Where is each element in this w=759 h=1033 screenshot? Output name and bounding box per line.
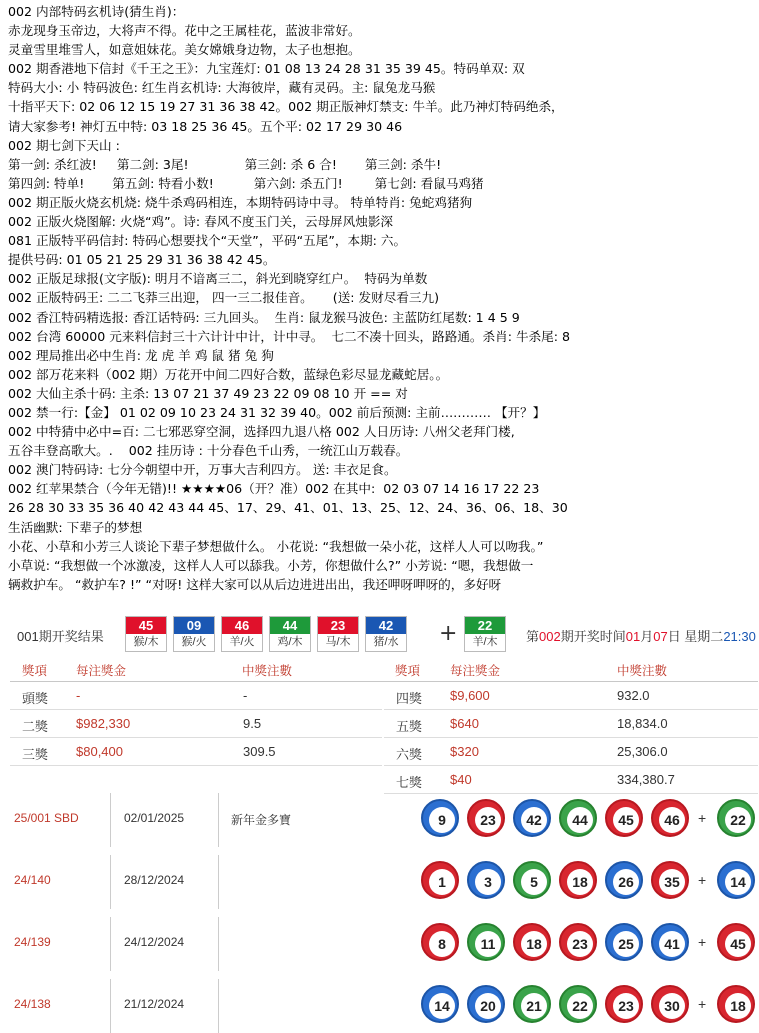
lottery-ball-number: 45 [613, 807, 639, 833]
draw-result-bar [0, 616, 759, 654]
draw-ball-number: 09 [174, 617, 214, 634]
next-draw-month-unit: 月 [640, 629, 654, 644]
next-draw-mid: 期开奖时间 [560, 629, 626, 644]
text-line: 第四剑: 特单! 第五剑: 特看小数! 第六剑: 杀五门! 第七剑: 看鼠马鸡猪 [8, 175, 484, 191]
prize-amount: $9,600 [450, 688, 490, 703]
text-line: 002 期香港地下信封《千王之王》：九宝莲灯: 01 08 13 24 28 31 35 39 45。特码单双: 双 [8, 61, 525, 77]
lottery-ball-number: 21 [521, 993, 547, 1019]
prize-count: 932.0 [617, 688, 650, 703]
special-ball [717, 985, 755, 1023]
text-line: 生活幽默: 下辈子的梦想 [8, 519, 143, 535]
result-desc: 新年金多寶 [231, 813, 292, 827]
result-row [0, 917, 759, 971]
lottery-ball-number: 11 [475, 931, 501, 957]
lottery-ball [513, 861, 551, 899]
draw-ball-zodiac: 猪/水 [366, 634, 406, 651]
result-row [0, 855, 759, 909]
text-line: 002 理局推出必中生肖: 龙 虎 羊 鸡 鼠 猪 兔 狗 [8, 347, 274, 363]
lottery-ball-number: 44 [567, 807, 593, 833]
lottery-ball [421, 985, 459, 1023]
lottery-ball-number: 18 [567, 869, 593, 895]
prize-row [384, 710, 758, 738]
lottery-ball [651, 985, 689, 1023]
special-ball-number: 14 [725, 869, 751, 895]
draw-ball-zodiac: 猴/木 [126, 634, 166, 651]
lottery-ball [513, 923, 551, 961]
prize-table [10, 655, 758, 792]
lottery-ball-number: 8 [429, 931, 455, 957]
result-row [0, 793, 759, 847]
lottery-ball [605, 799, 643, 837]
result-date: 24/12/2024 [124, 935, 185, 949]
lottery-ball-number: 3 [475, 869, 501, 895]
header-prize-right: 獎項 [395, 664, 421, 678]
header-prize: 獎項 [22, 664, 48, 678]
draw-ball [125, 616, 167, 652]
result-row [0, 979, 759, 1033]
lottery-ball [605, 861, 643, 899]
draw-label: 001期开奖结果 [17, 629, 104, 644]
special-ball-zodiac: 羊/木 [465, 634, 505, 651]
text-line: 081 正版特平码信封: 特码心想要找个“天堂”，平码“五尾”，本期: 六。 [8, 233, 407, 249]
draw-ball-zodiac: 羊/火 [222, 634, 262, 651]
next-draw-period: 002 [539, 629, 561, 644]
lottery-ball [651, 923, 689, 961]
column-divider [110, 793, 111, 847]
prize-count: 309.5 [243, 744, 276, 759]
text-line: 26 28 30 33 35 36 40 42 43 44 45、17、29、41、01、13、25、12、24、36、06、18、30 [8, 500, 568, 516]
text-line: 002 红苹果禁合（今年无错)!! ★★★★06（开？准）002 在其中: 02 03 07 14 16 17 22 23 [8, 481, 540, 497]
text-line: 十指平天下: 02 06 12 15 19 27 31 36 38 42。002 期正版神灯禁支: 牛羊。此乃神灯特码绝杀， [8, 99, 564, 115]
special-ball-number: 22 [465, 617, 505, 634]
text-line: 特码大小: 小 特码波色: 红生肖玄机诗: 大海彼岸，藏有灵码。主: 鼠兔龙马猴 [8, 80, 436, 96]
result-code: 24/139 [14, 935, 51, 949]
prize-name: 二獎 [22, 719, 49, 734]
prize-row [384, 682, 758, 710]
draw-ball [365, 616, 407, 652]
lottery-ball [559, 799, 597, 837]
lottery-ball [467, 799, 505, 837]
plus-sign: + [698, 810, 707, 826]
lottery-ball [513, 799, 551, 837]
draw-ball-zodiac: 猴/火 [174, 634, 214, 651]
column-divider [218, 793, 219, 847]
plus-sign: + [698, 996, 707, 1012]
lottery-ball-number: 23 [567, 931, 593, 957]
prize-row [384, 766, 758, 794]
lottery-ball [559, 861, 597, 899]
prize-amount: $982,330 [76, 716, 131, 731]
draw-ball-zodiac: 马/木 [318, 634, 358, 651]
result-code: 24/138 [14, 997, 51, 1011]
text-line: 002 正版足球报(文字版): 明月不谙离三二，斜光到晓穿红户。 特码为单数 [8, 271, 428, 287]
result-date: 28/12/2024 [124, 873, 185, 887]
lottery-ball [467, 923, 505, 961]
text-line: 002 内部特码玄机诗(猜生肖)： [8, 4, 185, 19]
header-amount: 每注獎金 [76, 664, 127, 678]
column-divider [110, 917, 111, 971]
column-divider [218, 855, 219, 909]
prize-amount: - [76, 688, 81, 703]
lottery-ball [605, 985, 643, 1023]
text-line: 002 期正版火烧玄机烧: 烧牛杀鸡码相连，本期特码诗中寻。 特单特肖: 兔蛇鸡猪狗 [8, 194, 473, 210]
plus-sign: + [698, 934, 707, 950]
next-draw-day: 07 [653, 629, 668, 644]
prize-row [10, 738, 382, 766]
prize-amount: $320 [450, 744, 479, 759]
lottery-ball [421, 923, 459, 961]
result-code: 25/001 SBD [14, 811, 79, 825]
lottery-ball-number: 14 [429, 993, 455, 1019]
lottery-ball [421, 861, 459, 899]
lottery-ball-number: 5 [521, 869, 547, 895]
lottery-ball-number: 18 [521, 931, 547, 957]
text-line: 002 中特猜中必中=百: 二七邪恶穿空洞，选择四九退八格 002 人日历诗: 八州父老拜门楼, [8, 424, 515, 440]
prize-name: 頭獎 [22, 691, 49, 706]
text-line: 002 期七剑下天山 : [8, 137, 120, 153]
lottery-ball-number: 20 [475, 993, 501, 1019]
lottery-ball [421, 799, 459, 837]
column-divider [218, 917, 219, 971]
draw-ball [317, 616, 359, 652]
prize-amount: $640 [450, 716, 479, 731]
next-draw-day-unit: 日 星期二 [667, 629, 724, 644]
prize-name: 六獎 [396, 747, 423, 762]
result-code: 24/140 [14, 873, 51, 887]
draw-ball-number: 44 [270, 617, 310, 634]
next-draw-month: 01 [625, 629, 641, 644]
special-ball [717, 799, 755, 837]
lottery-ball [651, 861, 689, 899]
draw-ball [173, 616, 215, 652]
next-draw-time: 21:30 [723, 629, 756, 644]
prize-name: 四獎 [396, 691, 423, 706]
text-line: 五谷丰登高歌大。. 002 挂历诗 : 十分春色千山秀，一统江山万载春。 [8, 443, 409, 459]
special-ball [717, 861, 755, 899]
draw-ball-number: 45 [126, 617, 166, 634]
lottery-ball-number: 35 [659, 869, 685, 895]
prize-table-header [10, 655, 758, 682]
lottery-ball-number: 23 [475, 807, 501, 833]
prize-count: 25,306.0 [617, 744, 668, 759]
lottery-ball-number: 25 [613, 931, 639, 957]
lottery-ball-number: 30 [659, 993, 685, 1019]
prize-count: 18,834.0 [617, 716, 668, 731]
text-line: 002 正版火烧图解: 火烧“鸡”。诗: 春风不度玉门关，云母屏风烛影深 [8, 214, 394, 230]
prize-name: 五獎 [396, 719, 423, 734]
special-ball-number: 18 [725, 993, 751, 1019]
prize-count: 9.5 [243, 716, 262, 731]
draw-ball-number: 23 [318, 617, 358, 634]
special-ball [717, 923, 755, 961]
lottery-ball [651, 799, 689, 837]
lottery-ball-number: 42 [521, 807, 547, 833]
header-count: 中獎注數 [242, 664, 293, 678]
text-line: 提供号码: 01 05 21 25 29 31 36 38 42 45。 [8, 252, 276, 268]
plus-sign: + [698, 872, 707, 888]
column-divider [110, 855, 111, 909]
lottery-ball-number: 26 [613, 869, 639, 895]
prize-amount: $40 [450, 772, 472, 787]
draw-ball-number: 42 [366, 617, 406, 634]
text-line: 辆救护车。 “救护车? !” “对呀! 这样大家可以从后边进进出出，我还呷呀呷呀的，多好呀 [8, 576, 502, 592]
column-divider [110, 979, 111, 1033]
lottery-ball [467, 985, 505, 1023]
next-draw-info [526, 626, 756, 645]
lottery-ball-number: 46 [659, 807, 685, 833]
lottery-ball-number: 41 [659, 931, 685, 957]
prize-row [10, 682, 382, 710]
lottery-ball [559, 923, 597, 961]
prize-name: 三獎 [22, 747, 49, 762]
draw-ball [269, 616, 311, 652]
header-count-right: 中獎注數 [617, 664, 668, 678]
plus-sign: + [439, 621, 458, 646]
text-line: 002 澳门特码诗: 七分今朝望中开，万事大吉利四方。 送: 丰衣足食。 [8, 462, 397, 478]
prediction-text-block [8, 2, 756, 594]
lottery-ball [513, 985, 551, 1023]
lottery-ball [559, 985, 597, 1023]
prize-count: 334,380.7 [617, 772, 675, 787]
text-line: 002 部万花来料（002 期）万花开中间二四好合数，蓝绿色彩尽显龙藏蛇居。。 [8, 366, 449, 382]
next-draw-prefix: 第 [526, 629, 540, 644]
lottery-ball-number: 9 [429, 807, 455, 833]
text-line: 第一剑: 杀红波! 第二剑: 3尾! 第三剑: 杀 6 合! 第三剑: 杀牛! [8, 156, 442, 172]
prize-name: 七獎 [396, 775, 423, 790]
draw-ball-zodiac: 鸡/木 [270, 634, 310, 651]
text-line: 002 禁一行:【金】 01 02 09 10 23 24 31 32 39 40。002 前后预测: 主前………… 【开？】 [8, 404, 546, 420]
draw-ball [221, 616, 263, 652]
text-line: 灵童雪里堆雪人，如意姐妹花。美女嫦娥身边物，太子也想抱。 [8, 42, 361, 58]
result-date: 02/01/2025 [124, 811, 185, 825]
recent-results-list [0, 795, 759, 1033]
prize-amount: $80,400 [76, 744, 123, 759]
column-divider [218, 979, 219, 1033]
special-ball [464, 616, 506, 652]
lottery-ball [467, 861, 505, 899]
lottery-ball [605, 923, 643, 961]
prize-count: - [243, 688, 248, 703]
text-line: 002 大仙主杀十码: 主杀: 13 07 21 37 49 23 22 09 08 10 开 == 对 [8, 385, 408, 401]
special-ball-number: 22 [725, 807, 751, 833]
text-line: 赤龙现身玉帝边，大将声不得。花中之王属桂花，蓝波非常好。 [8, 23, 361, 39]
text-line: 请大家参考! 神灯五中特: 03 18 25 36 45。五个平: 02 17 29 30 46 [8, 118, 403, 134]
lottery-ball-number: 1 [429, 869, 455, 895]
text-line: 小花、小草和小芳三人谈论下辈子梦想做什么。 小花说: “我想做一朵小花，这样人人可以吻我。” [8, 538, 544, 554]
result-date: 21/12/2024 [124, 997, 185, 1011]
lottery-ball-number: 23 [613, 993, 639, 1019]
text-line: 小草说: “我想做一个冰激凌，这样人人可以舔我。小芳，你想做什么?” 小芳说: “嗯，我想做一 [8, 557, 534, 573]
draw-ball-number: 46 [222, 617, 262, 634]
prize-row [384, 738, 758, 766]
text-line: 002 香江特码精选报: 香江话特码: 三九回头。 生肖: 鼠龙猴马波色: 主蓝防红尾数: 1 4 5 9 [8, 309, 520, 325]
text-line: 002 正版特码王: 二二飞莽三出迎， 四一三二报佳音。 (送: 发财尽看三九) [8, 290, 440, 306]
lottery-ball-number: 22 [567, 993, 593, 1019]
header-amount-right: 每注獎金 [450, 664, 501, 678]
special-ball-number: 45 [725, 931, 751, 957]
prize-row [10, 710, 382, 738]
text-line: 002 台湾 60000 元来料信封三十六计计中计，计中寻。 七二不凑十回头，路路通。杀肖: 牛杀尾: 8 [8, 328, 570, 344]
